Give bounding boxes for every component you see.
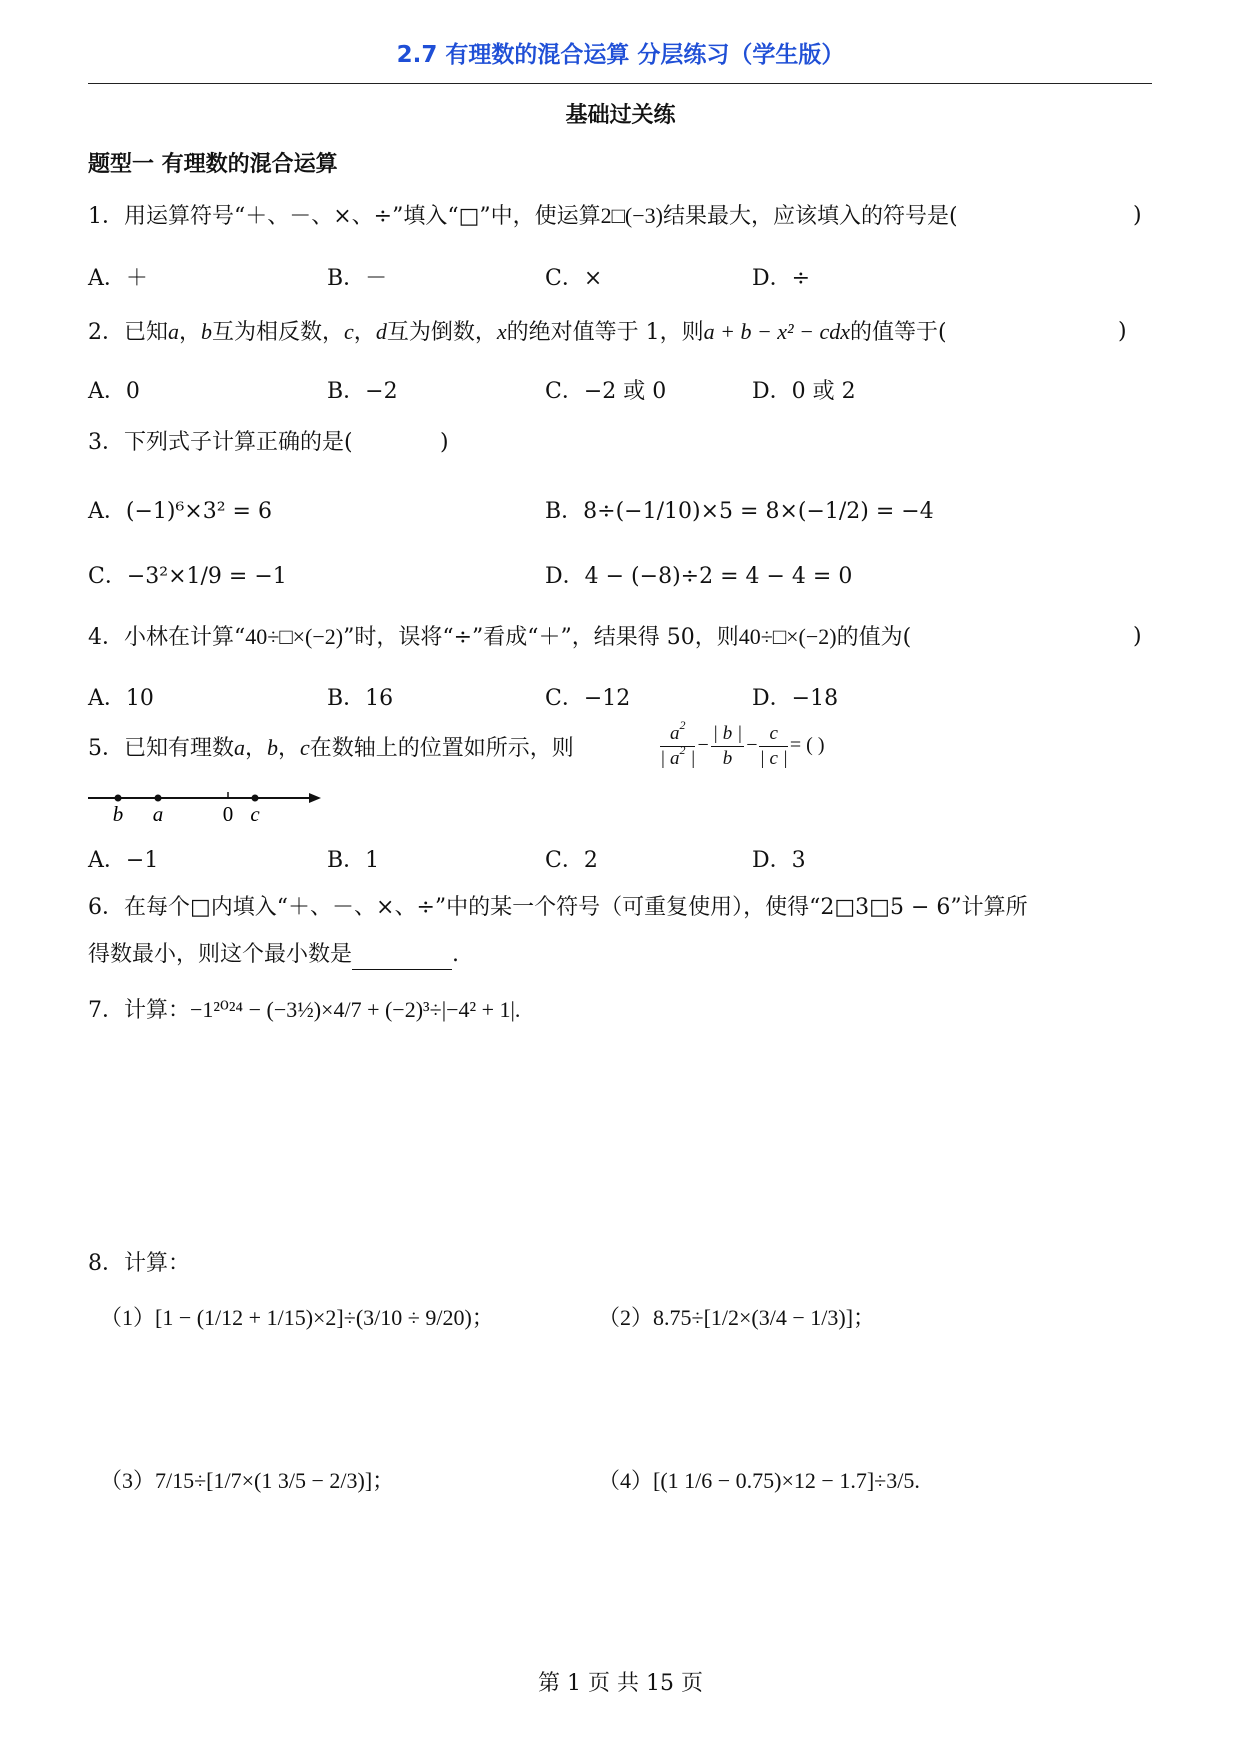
q5-option-d: D．3 — [752, 848, 806, 873]
q4-option-a: A．10 — [88, 686, 154, 711]
q1-close-paren: ) — [1133, 203, 1142, 228]
q4-close-paren: ) — [1133, 624, 1142, 649]
q8-part-1: （1）[1 − (1/12 + 1/15)×2]÷(3/10 ÷ 9/20)； — [100, 1305, 494, 1330]
q7-expression: −1²⁰²⁴ − (−3½)×4/7 + (−2)³÷|−4² + 1|. — [190, 997, 521, 1022]
q1-stem-end: 结果最大，应该填入的符号是( — [663, 204, 958, 229]
q4-option-c: C．−12 — [545, 686, 631, 711]
question-6-line-1: 6．在每个□内填入“＋、－、×、÷”中的某一个符号（可重复使用），使得“2□3□5 − 6”计算所 — [88, 895, 1028, 920]
q2-option-a: A．0 — [88, 379, 140, 404]
q5-option-c: C．2 — [545, 848, 598, 873]
point-c — [252, 795, 259, 802]
q5-var-c: c — [300, 735, 310, 760]
q8-part-2: （2）8.75÷[1/2×(3/4 − 1/3)]； — [598, 1305, 876, 1330]
q2-text: 互为相反数， — [212, 320, 345, 345]
question-4 — [88, 622, 911, 653]
page-number: 第 1 页 共 15 页 — [538, 1671, 703, 1696]
q5-option-a: A．−1 — [88, 848, 159, 873]
question-3: 3．下列式子计算正确的是( — [88, 430, 353, 455]
q1-expression: 2□(−3) — [600, 203, 663, 228]
q3-option-d: D．4 − (−8)÷2 = 4 − 4 = 0 — [545, 564, 853, 589]
q7-label: 7．计算： — [88, 998, 190, 1023]
q5-text: 在数轴上的位置如所示，则 — [309, 736, 574, 761]
question-5 — [88, 733, 574, 764]
q5-var-a: a — [234, 735, 245, 760]
point-a — [155, 795, 162, 802]
q6-text: 得数最小，则这个最小数是 — [88, 942, 353, 967]
q4-text: 4．小林在计算“ — [88, 625, 246, 650]
label-c: c — [250, 802, 260, 826]
q2-option-d: D．0 或 2 — [752, 379, 856, 404]
q2-expression: a + b − x² − cdx — [703, 319, 851, 344]
point-b — [115, 795, 122, 802]
q2-var-d: d — [375, 319, 387, 344]
label-a: a — [152, 802, 164, 826]
question-1 — [88, 201, 958, 232]
header-divider — [88, 83, 1152, 84]
q2-var-b: b — [201, 319, 213, 344]
q5-text: ， — [245, 736, 268, 761]
q5-option-b: B．1 — [327, 848, 380, 873]
q4-expression-2: 40÷□×(−2) — [738, 624, 837, 649]
q2-text: 的绝对值等于 1，则 — [506, 320, 704, 345]
question-type-heading: 题型一 有理数的混合运算 — [88, 152, 338, 177]
question-2 — [88, 317, 947, 348]
question-7 — [88, 995, 520, 1026]
q2-text: ， — [353, 320, 376, 345]
q1-option-a: A．＋ — [88, 266, 148, 291]
section-heading: 基础过关练 — [565, 103, 676, 128]
q1-option-c: C．× — [545, 266, 603, 291]
q4-expression: 40÷□×(−2) — [245, 624, 344, 649]
question-6-line-2 — [88, 940, 459, 970]
q3-option-a: A．(−1)⁶×3² = 6 — [88, 499, 272, 524]
q8-part-3: （3）7/15÷[1/7×(1 3/5 − 2/3)]； — [100, 1468, 395, 1493]
q5-close-paren: = ( ) — [789, 734, 825, 757]
q4-text: 的值为( — [836, 625, 912, 650]
q2-close-paren: ) — [1118, 319, 1127, 344]
q2-var-x: x — [496, 319, 507, 344]
q2-text: 2．已知 — [88, 320, 168, 345]
q4-text: ”时，误将“÷”看成“＋”，结果得 50，则 — [343, 625, 739, 650]
label-0: 0 — [222, 802, 234, 826]
number-line — [85, 783, 325, 827]
question-8: 8．计算： — [88, 1251, 190, 1276]
q8-part-4: （4）[(1 1/6 − 0.75)×12 − 1.7]÷3/5. — [598, 1468, 920, 1493]
q1-option-d: D．÷ — [752, 266, 811, 291]
q2-option-b: B．−2 — [327, 379, 398, 404]
document-title: 2.7 有理数的混合运算 分层练习（学生版） — [396, 42, 845, 68]
q3-option-c: C．−3²×1/9 = −1 — [88, 564, 287, 589]
q2-var-a: a — [168, 319, 179, 344]
q2-var-c: c — [344, 319, 354, 344]
q5-expression: $\frac{a^2}{| a^2 |}$ − $\frac{| b |}{b}$ − $\frac{c}{| c |}$ = ( ) — [660, 718, 825, 769]
q2-option-c: C．−2 或 0 — [545, 379, 667, 404]
q5-var-b: b — [267, 735, 279, 760]
q3-option-b: B．8÷(−1/10)×5 = 8×(−1/2) = −4 — [545, 499, 934, 524]
q6-text: . — [452, 942, 460, 967]
q3-close-paren: ) — [440, 430, 449, 455]
q5-text: 5．已知有理数 — [88, 736, 234, 761]
label-b: b — [112, 802, 124, 826]
q4-option-d: D．−18 — [752, 686, 839, 711]
q1-stem: 1．用运算符号“＋、－、×、÷”填入“□”中，使运算 — [88, 204, 601, 229]
answer-blank[interactable] — [352, 947, 452, 970]
q4-option-b: B．16 — [327, 686, 394, 711]
q2-text: 互为倒数， — [386, 320, 497, 345]
q2-text: ， — [179, 320, 202, 345]
q2-text: 的值等于( — [850, 320, 947, 345]
q5-text: ， — [278, 736, 301, 761]
q1-option-b: B．－ — [327, 266, 388, 291]
